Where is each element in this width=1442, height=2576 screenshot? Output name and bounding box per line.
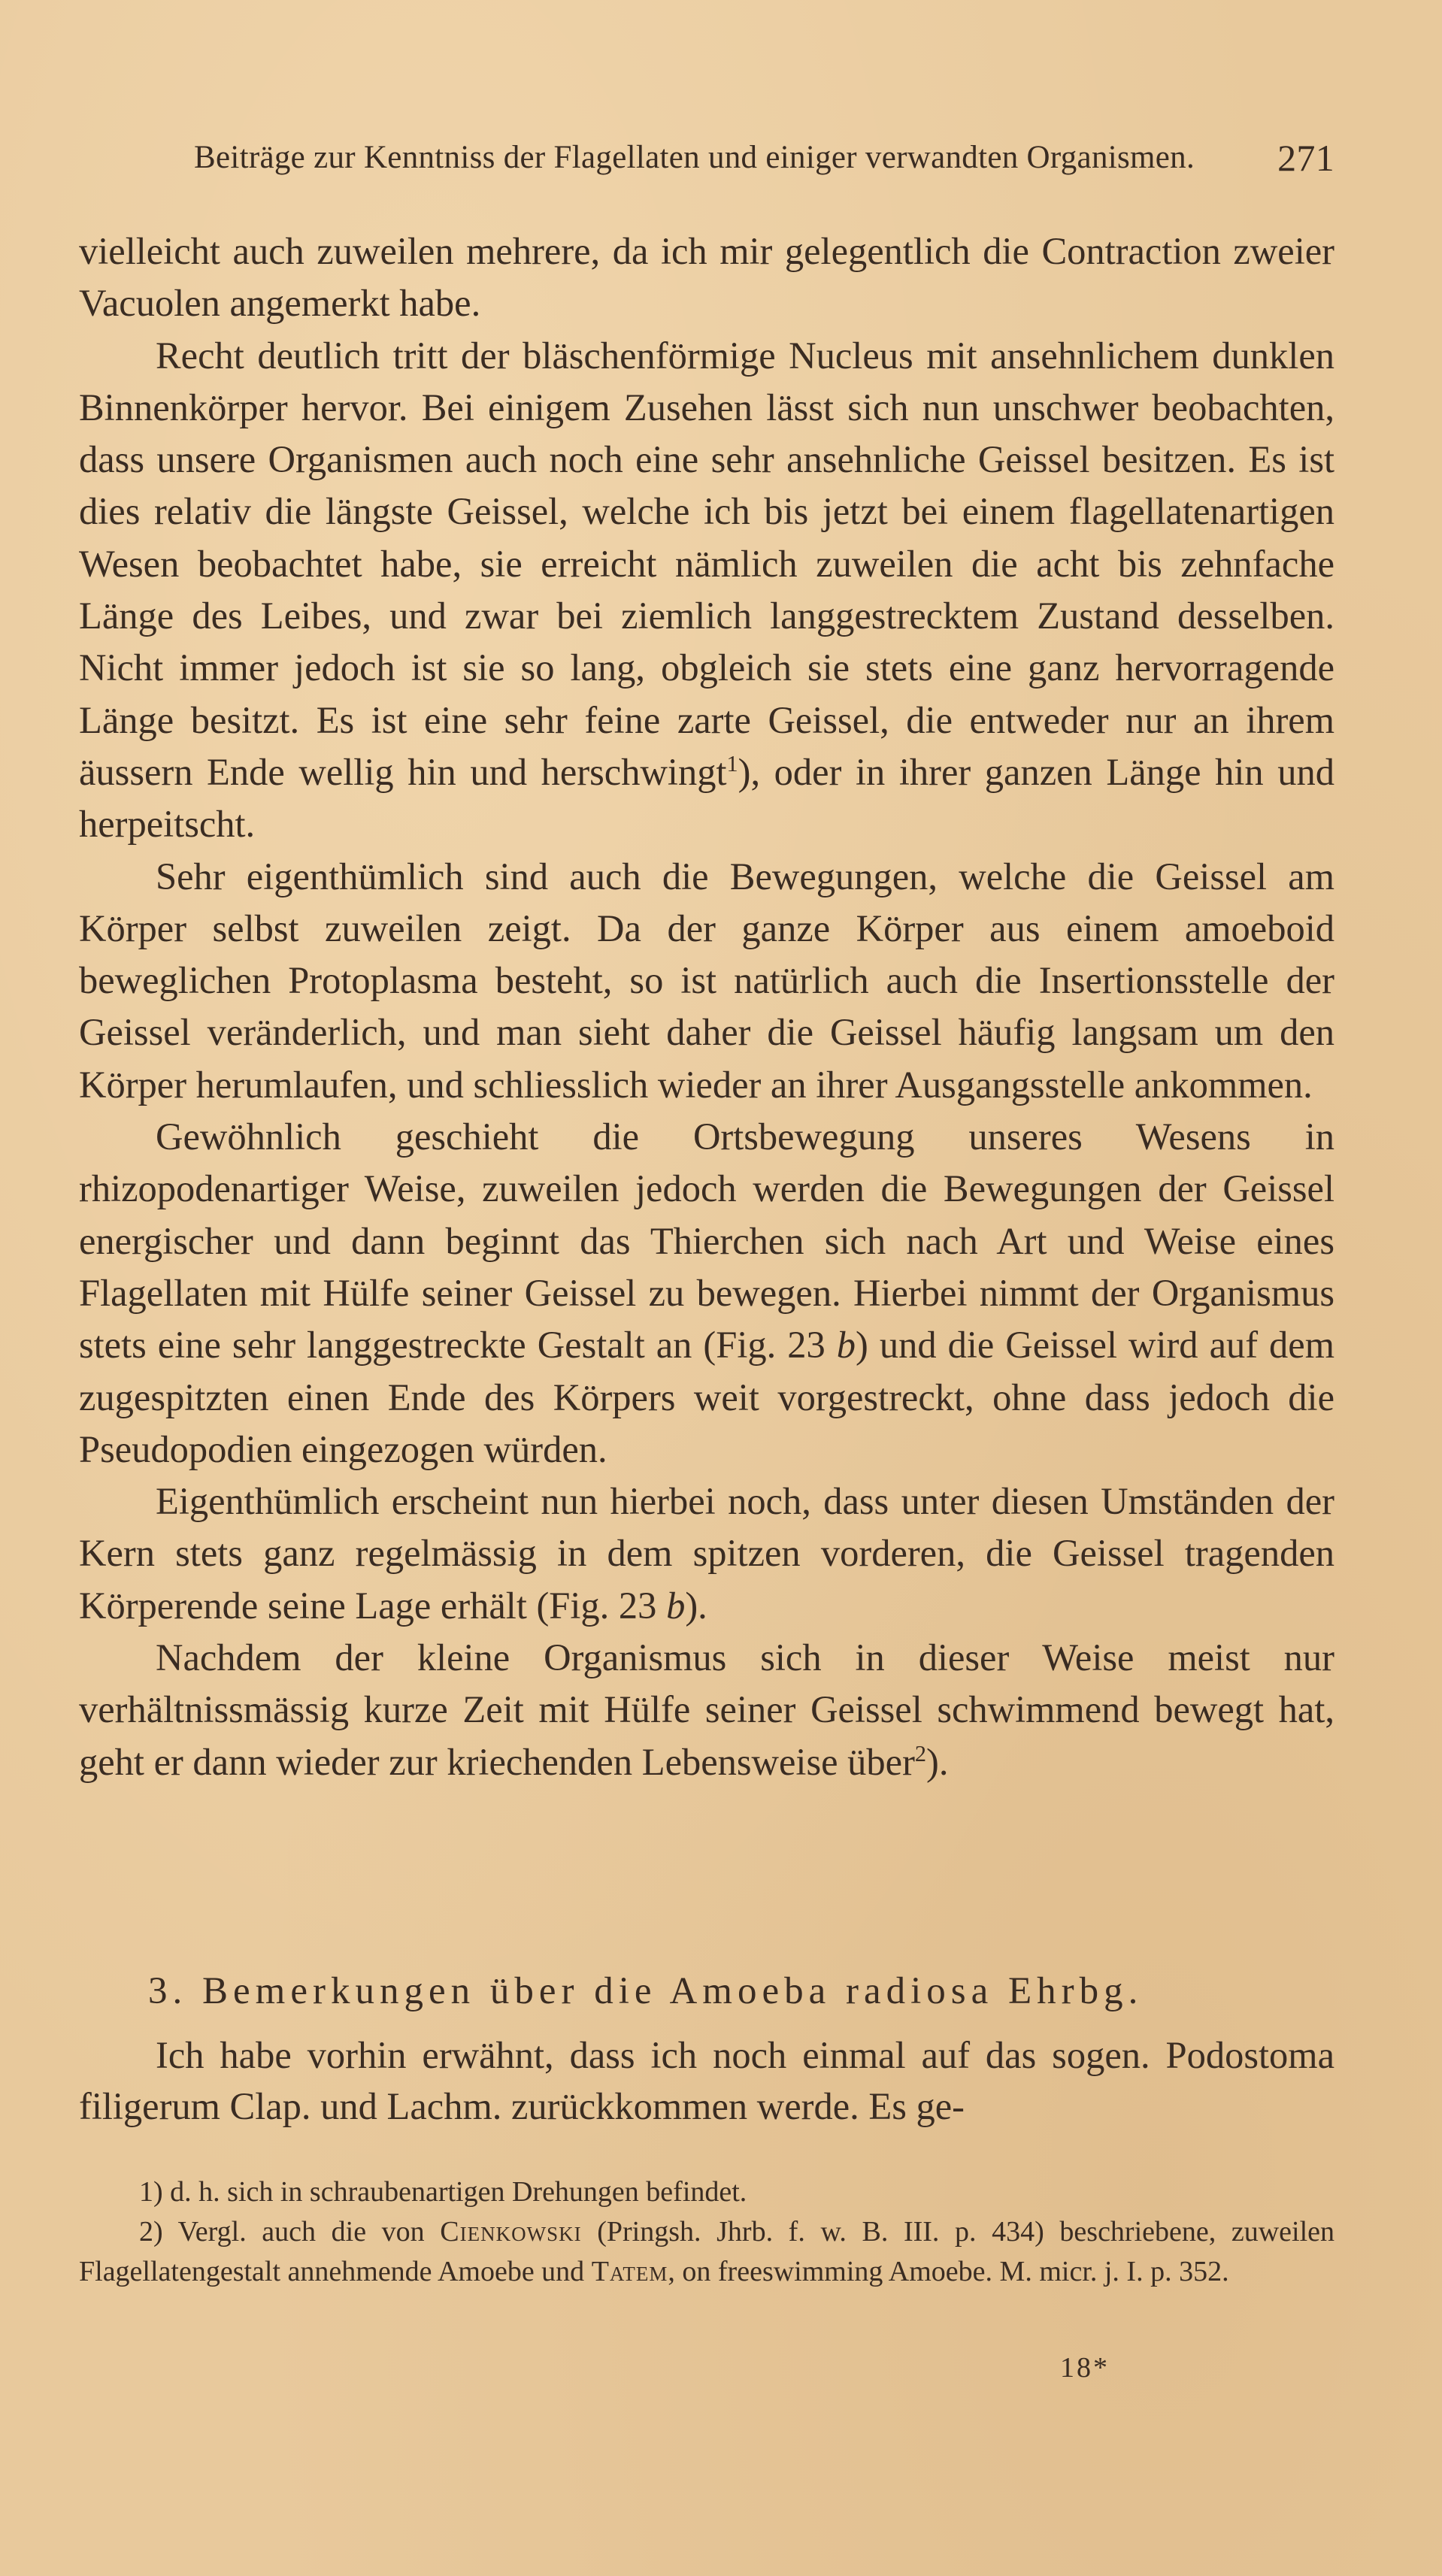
paragraph-4-text-b: ) und die Geissel wird auf dem zugespitzten einen Ende des Körpers weit vorgestreckt, ohne dass jedoch die Pseudopodien eingezogen würden. (79, 1324, 1335, 1470)
paragraph-1: vielleicht auch zuweilen mehrere, da ich mir gelegentlich die Contraction zweier Vacuolen angemerkt habe. (79, 230, 1334, 325)
footnote-2 (79, 2212, 1334, 2292)
running-head (188, 139, 1334, 184)
paragraph-4-text-a: Gewöhnlich geschieht die Ortsbewegung unseres Wesens in rhizopodenartiger Weise, zuweilen jedoch werden die Bewegungen der Geissel energischer und dann beginnt das Thierchen sich nach Art und Weise eines Flagellaten mit Hülfe seiner Geissel zu bewegen. Hierbei nimmt der Organismus stets eine sehr langgestreckte Gestalt an (Fig. 23 (79, 1115, 1334, 1367)
footnotes (79, 2172, 1334, 2292)
paragraph-5-text-a: Eigenthümlich erscheint nun hierbei noch, dass unter diesen Umständen der Kern stets ganz regelmässig in dem spitzen vorderen, die Geissel tragenden Körperende seine Lage erhält (Fig. 23 (79, 1480, 1334, 1627)
author-name: Cienkowski (440, 2216, 582, 2248)
paragraph-5 (79, 1476, 1334, 1632)
paragraph-2-end: ), oder in ihrer ganzen Länge hin und herpeitscht. (79, 750, 1335, 846)
section-heading: 3. Bemerkungen über die Amoeba radiosa Ehrbg. (148, 1970, 1144, 2012)
paragraph-2 (79, 330, 1334, 851)
figure-letter: b (666, 1584, 686, 1627)
paragraph-6 (79, 1632, 1334, 1788)
footnote-2-text-a: 2) Vergl. auch die von (139, 2216, 441, 2248)
paragraph-5-text-b: ). (685, 1584, 707, 1627)
paragraph-4 (79, 1111, 1334, 1476)
paragraph-3: Sehr eigenthümlich sind auch die Bewegungen, welche die Geissel am Körper selbst zuweilen zeigt. Da der ganze Körper aus einem amoeboid beweglichen Protoplasma besteht, so ist natürlich auch die Insertionsstelle der Geissel veränderlich, und man sieht daher die Geissel häufig langsam um den Körper herumlaufen, und schliesslich wieder an ihrer Ausgangsstelle ankommen. (79, 855, 1334, 1106)
page-number: 271 (1277, 137, 1334, 179)
section-paragraph-1: Ich habe vorhin erwähnt, dass ich noch einmal auf das sogen. Podostoma filigerum Clap. und Lachm. zurückkommen werde. Es ge- (79, 2034, 1334, 2127)
footnote-2-text-c: , on freeswimming Amoebe. M. micr. j. I. p. 352. (668, 2256, 1229, 2287)
footnote-1: 1) d. h. sich in schraubenartigen Drehungen befindet. (139, 2176, 747, 2208)
paragraph-6-text-b: ). (926, 1740, 949, 1783)
author-name: Tatem (591, 2256, 668, 2287)
footnote-ref-2: 2 (914, 1740, 927, 1766)
running-head-title: Beiträge zur Kenntniss der Flagellaten und einiger verwandten Organismen. (194, 140, 1195, 175)
paragraph-6-text-a: Nachdem der kleine Organismus sich in dieser Weise meist nur verhältnissmässig kurze Zeit mit Hülfe seiner Geissel schwimmend bewegt hat, geht er dann wieder zur kriechenden Lebensweise über (79, 1636, 1334, 1783)
section-text (79, 2030, 1334, 2132)
footnote-2-text-b: (Pringsh. Jhrb. f. w. B. III. p. 434) beschriebene, zuweilen Flagellatengestalt annehmende Amoebe und (79, 2216, 1335, 2287)
paragraph-2-text: Recht deutlich tritt der bläschenförmige Nucleus mit ansehnlichem dunklen Binnenkörper hervor. Bei einigem Zusehen lässt sich nun unschwer beobachten, dass unsere Organismen auch noch eine sehr ansehnliche Geissel besitzen. Es ist dies relativ die längste Geissel, welche ich bis jetzt bei einem flagellatenartigen Wesen beobachtet habe, sie erreicht nämlich zuweilen die acht bis zehnfache Länge des Leibes, und zwar bei ziemlich langgestrecktem Zustand desselben. Nicht immer jedoch ist sie so lang, obgleich sie stets eine ganz hervorragende Länge besitzt. Es ist eine sehr feine zarte Geissel, die entweder nur an ihrem äussern Ende wellig hin und herschwingt (79, 334, 1334, 793)
footnote-ref-1: 1 (726, 751, 738, 777)
printer-signature: 18* (1060, 2352, 1110, 2384)
main-text (79, 226, 1334, 1788)
figure-letter: b (836, 1324, 856, 1367)
